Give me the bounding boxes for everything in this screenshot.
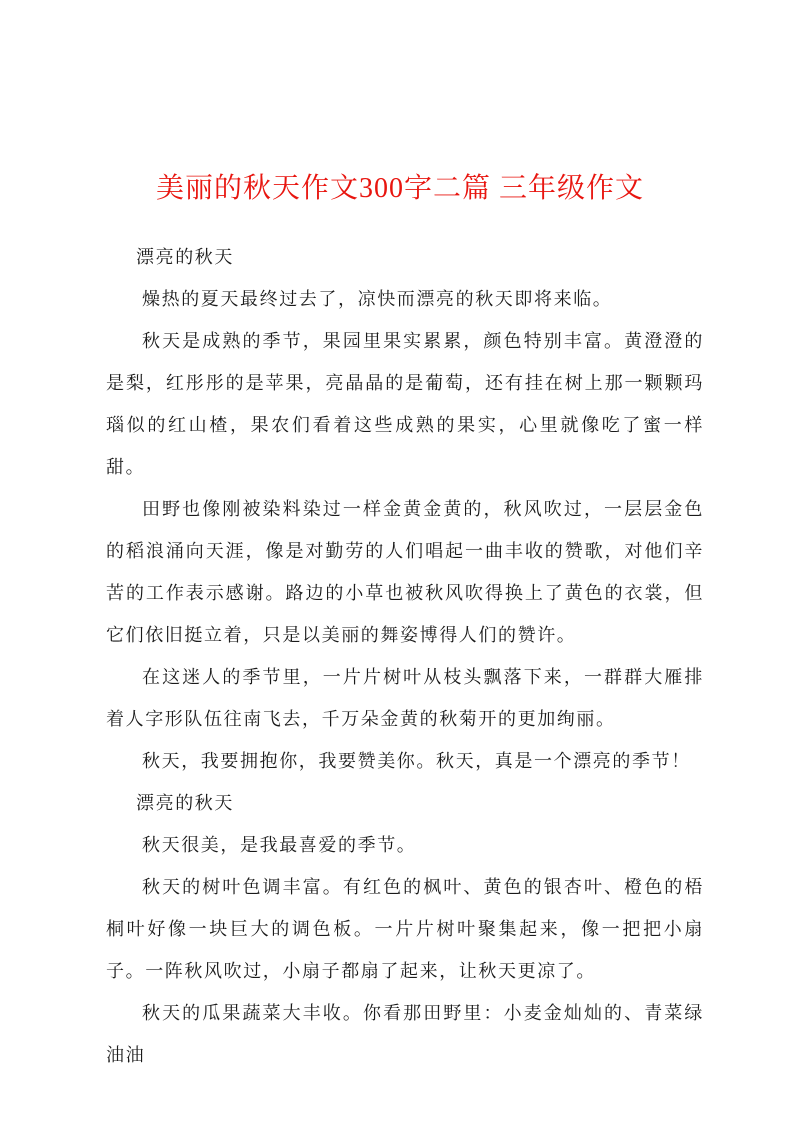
paragraph: 田野也像刚被染料染过一样金黄金黄的，秋风吹过，一层层金色的稻浪涌向天涯，像是对勤劳的人们唱起一曲丰收的赞歌，对他们辛苦的工作表示感谢。路边的小草也被秋风吹得换上了黄色的衣裳，但它们依旧挺立着，只是以美丽的舞姿博得人们的赞许。 bbox=[106, 499, 704, 646]
paragraph: 秋天是成熟的季节，果园里果实累累，颜色特别丰富。黄澄澄的是梨，红彤彤的是苹果，亮晶晶的是葡萄，还有挂在树上那一颗颗玛瑙似的红山楂，果农们看着这些成熟的果实，心里就像吃了蜜一样甜。 bbox=[106, 331, 704, 478]
paragraph: 在这迷人的季节里，一片片树叶从枝头飘落下来，一群群大雁排着人字形队伍往南飞去，千万朵金黄的秋菊开的更加绚丽。 bbox=[106, 667, 704, 730]
document-body bbox=[106, 237, 704, 1077]
section-heading: 漂亮的秋天 bbox=[136, 247, 234, 268]
paragraph: 秋天的瓜果蔬菜大丰收。你看那田野里：小麦金灿灿的、青菜绿油油 bbox=[106, 1003, 704, 1066]
paragraph: 秋天的树叶色调丰富。有红色的枫叶、黄色的银杏叶、橙色的梧桐叶好像一块巨大的调色板。一片片树叶聚集起来，像一把把小扇子。一阵秋风吹过，小扇子都扇了起来，让秋天更凉了。 bbox=[106, 877, 704, 982]
document-title: 美丽的秋天作文300字二篇 三年级作文 bbox=[155, 173, 644, 204]
section-heading: 漂亮的秋天 bbox=[136, 793, 234, 814]
paragraph: 秋天很美，是我最喜爱的季节。 bbox=[142, 835, 417, 856]
paragraph: 秋天，我要拥抱你，我要赞美你。秋天，真是一个漂亮的季节！ bbox=[142, 751, 691, 772]
paragraph: 燥热的夏天最终过去了，凉快而漂亮的秋天即将来临。 bbox=[142, 289, 613, 310]
